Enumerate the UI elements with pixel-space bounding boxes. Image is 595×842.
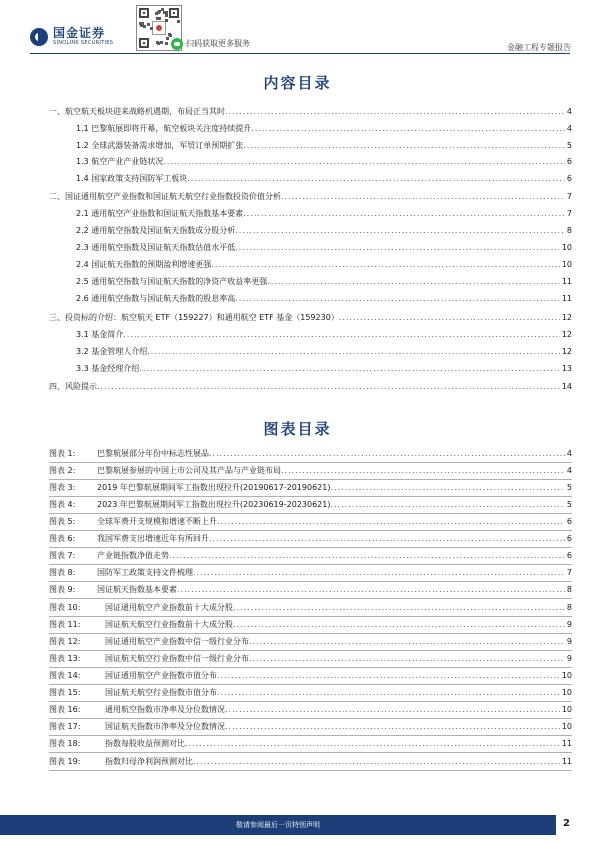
toc-entry-label: 3.2 基金管理人介绍: [76, 345, 147, 359]
figure-entry-number: 图表 16:: [49, 703, 105, 717]
toc-entry-page: 7: [565, 207, 572, 221]
toc-entry-label: 2.3 通用航空指数及国证航天指数估值水平低: [76, 241, 235, 255]
figure-entry-number: 图表 4:: [49, 498, 97, 512]
toc-entry-label: 2.2 通用航空指数及国证航天指数成分股分析: [76, 224, 235, 238]
figure-entry-page: 10: [560, 720, 572, 734]
toc-leader-dots: [163, 155, 565, 169]
toc-entry-page: 11: [560, 292, 572, 306]
logo-name-cn: 国金证券: [53, 26, 106, 40]
figure-row-divider: [49, 598, 572, 599]
toc-title: 内容目录: [263, 74, 332, 92]
figure-entry-label: 巴黎航展部分年份中标志性展品: [97, 447, 209, 461]
figure-entry[interactable]: [49, 464, 572, 478]
toc-entry-page: 14: [560, 380, 572, 394]
figure-entry-page: 9: [565, 635, 572, 649]
figure-entry-number: 图表 8:: [49, 566, 97, 580]
figure-entry-page: 6: [565, 515, 572, 529]
toc-leader-dots: [235, 241, 560, 255]
figure-entry-page: 9: [565, 652, 572, 666]
toc-entry-page: 12: [560, 311, 572, 325]
figure-entry-label: 国证航天指数市净率及分位数情况: [105, 720, 225, 734]
figure-entry-page: 5: [565, 481, 572, 495]
toc-entry[interactable]: [76, 241, 572, 255]
figure-entry-label: 我国军费支出增速近年有所回升: [97, 532, 209, 546]
figure-entry-label: 国证通用航空产业指数前十大成分股: [105, 601, 233, 615]
figure-entry-label: 国证通用航空产业指数中信一级行业分布: [105, 635, 249, 649]
figure-entry-number: 图表 14:: [49, 669, 105, 683]
figure-entry-label: 国证航天航空行业指数中信一级行业分布: [105, 652, 249, 666]
toc-entry[interactable]: [76, 328, 572, 342]
toc-entry[interactable]: [76, 139, 572, 153]
figure-entry-page: 7: [565, 566, 572, 580]
figure-entry[interactable]: [49, 481, 572, 495]
figure-entry-number: 图表 2:: [49, 464, 97, 478]
figure-row-divider: [49, 718, 572, 719]
toc-entry-page: 12: [560, 328, 572, 342]
toc-entry-label: 2.5 通用航空指数与国证航天指数的净资产收益率更强: [76, 275, 267, 289]
toc-entry[interactable]: [49, 311, 572, 325]
figure-leader-dots: [217, 669, 560, 683]
figure-leader-dots: [209, 447, 565, 461]
figure-entry-number: 图表 17:: [49, 720, 105, 734]
figure-leader-dots: [169, 549, 565, 563]
figure-entry-number: 图表 5:: [49, 515, 97, 529]
toc-entry-label: 3.1 基金简介: [76, 328, 123, 342]
figure-entry-label: 指数每股收益预测对比: [105, 737, 185, 751]
toc-entry-page: 12: [560, 345, 572, 359]
figure-entry-page: 10: [560, 686, 572, 700]
figure-row-divider: [49, 616, 572, 617]
figure-row-divider: [49, 752, 572, 753]
figure-entry[interactable]: [49, 618, 572, 632]
toc-leader-dots: [243, 139, 565, 153]
toc-entry-label: 1.2 全球武器装备需求增加，军贸订单预期扩张: [76, 139, 243, 153]
figure-entry-number: 图表 11:: [49, 618, 105, 632]
figure-leader-dots: [330, 498, 564, 512]
figure-entry[interactable]: [49, 720, 572, 734]
figure-entry[interactable]: [49, 532, 572, 546]
toc-entry-label: 2.4 国证航天指数的预期盈利增速更强: [76, 258, 211, 272]
toc-entry-page: 10: [560, 258, 572, 272]
figure-entry-page: 6: [565, 532, 572, 546]
toc-entry[interactable]: [49, 190, 572, 204]
figure-entry-label: 全球军费开支规模和增速不断上升: [97, 515, 217, 529]
report-type-label: 金融工程专题报告: [507, 43, 571, 52]
figure-entry[interactable]: [49, 549, 572, 563]
figure-entry[interactable]: [49, 737, 572, 751]
toc-entry-page: 10: [560, 241, 572, 255]
toc-entry-page: 7: [565, 190, 572, 204]
figure-entry[interactable]: [49, 703, 572, 717]
figure-entry[interactable]: [49, 566, 572, 580]
figure-row-divider: [49, 496, 572, 497]
figure-entry-label: 指数归母净利润预测对比: [105, 755, 193, 769]
toc-leader-dots: [339, 311, 560, 325]
figure-entry-number: 图表 13:: [49, 652, 105, 666]
toc-entry-label: 三、投资标的介绍：航空航天 ETF（159227）和通用航空 ETF 基金（159230）: [49, 311, 339, 325]
figure-entry-page: 4: [565, 464, 572, 478]
figure-entry-number: 图表 3:: [49, 481, 97, 495]
toc-entry-label: 1.1 巴黎航展即将开幕，航空板块关注度持续提升: [76, 122, 251, 136]
toc-leader-dots: [123, 328, 560, 342]
figure-entry-page: 6: [565, 549, 572, 563]
figure-entry[interactable]: [49, 601, 572, 615]
figure-entry-page: 8: [565, 601, 572, 615]
figure-leader-dots: [185, 737, 560, 751]
figure-leader-dots: [249, 652, 565, 666]
figure-entry-label: 2023 年巴黎航展期间军工指数出现拉升(20230619-20230621): [97, 498, 330, 512]
toc-leader-dots: [281, 190, 565, 204]
figure-entry-page: 4: [565, 447, 572, 461]
wechat-icon: [171, 38, 183, 50]
figure-row-divider: [49, 701, 572, 702]
figure-entry-label: 国防军工政策支持文件梳理: [97, 566, 193, 580]
figure-entry[interactable]: [49, 669, 572, 683]
toc-leader-dots: [187, 172, 565, 186]
toc-leader-dots: [225, 105, 565, 119]
figure-entry-page: 10: [560, 669, 572, 683]
toc-entry-page: 6: [565, 172, 572, 186]
figure-row-divider: [49, 633, 572, 634]
page-number: 2: [563, 818, 570, 829]
figure-entry-label: 通用航空指数市净率及分位数情况: [105, 703, 225, 717]
figure-entry-page: 9: [565, 618, 572, 632]
logo-name-en: SINOLINK SECURITIES: [53, 40, 114, 46]
toc-leader-dots: [235, 224, 565, 238]
figure-entry-label: 国证航天指数基本要素: [97, 583, 177, 597]
figure-row-divider: [49, 667, 572, 668]
figure-row-divider: [49, 581, 572, 582]
toc-entry[interactable]: [49, 105, 572, 119]
figure-entry-label: 2019 年巴黎航展期间军工指数出现拉升(20190617-20190621): [97, 481, 330, 495]
figure-leader-dots: [193, 755, 560, 769]
figure-row-divider: [49, 479, 572, 480]
figure-row-divider: [49, 462, 572, 463]
figure-row-divider: [49, 547, 572, 548]
figure-leader-dots: [225, 720, 560, 734]
toc-entry-label: 2.6 通用航空指数与国证航天指数的股息率高: [76, 292, 235, 306]
toc-entry-label: 1.4 国家政策支持国防军工板块: [76, 172, 187, 186]
figure-entry[interactable]: [49, 635, 572, 649]
toc-entry-label: 四、风险提示: [49, 380, 97, 394]
figure-entry-number: 图表 6:: [49, 532, 97, 546]
figure-entry-page: 8: [565, 583, 572, 597]
figure-entry-label: 巴黎航展参展的中国上市公司及其产品与产业链布局: [97, 464, 281, 478]
toc-entry[interactable]: [76, 345, 572, 359]
toc-entry-page: 5: [565, 139, 572, 153]
logo-text: [53, 27, 113, 47]
figure-entry-number: 图表 18:: [49, 737, 105, 751]
figure-entry-label: 国证航天航空行业指数前十大成分股: [105, 618, 233, 632]
toc-leader-dots: [97, 380, 560, 394]
figure-entry-page: 10: [560, 703, 572, 717]
figure-entry[interactable]: [49, 447, 572, 461]
toc-entry-page: 4: [565, 105, 572, 119]
figure-entry-label: 产业链指数净值走势: [97, 549, 169, 563]
figure-entry-label: 国证通用航空产业指数市值分布: [105, 669, 217, 683]
toc-entry-page: 11: [560, 275, 572, 289]
figure-row-divider: [49, 564, 572, 565]
figure-leader-dots: [233, 601, 565, 615]
figure-row-divider: [49, 513, 572, 514]
figure-entry[interactable]: [49, 652, 572, 666]
toc-leader-dots: [267, 275, 560, 289]
figure-entry-number: 图表 1:: [49, 447, 97, 461]
page-header: [0, 0, 595, 60]
figure-leader-dots: [233, 618, 565, 632]
toc-leader-dots: [211, 258, 560, 272]
figure-entry[interactable]: [49, 755, 572, 769]
toc-entry-label: 2.1 通用航空产业指数和国证航天指数基本要素: [76, 207, 243, 221]
toc-entry[interactable]: [76, 207, 572, 221]
toc-entry-page: 8: [565, 224, 572, 238]
figure-leader-dots: [209, 532, 565, 546]
figure-entry[interactable]: [49, 515, 572, 529]
figure-entry[interactable]: [49, 583, 572, 597]
figure-entry-number: 图表 15:: [49, 686, 105, 700]
footer-disclaimer[interactable]: 敬请参阅最后一页特别声明: [236, 821, 320, 829]
figure-row-divider: [49, 650, 572, 651]
toc-entry-label: 一、航空航天板块迎来战略机遇期，布局正当其时: [49, 105, 225, 119]
figure-row-divider: [49, 770, 572, 771]
figure-entry-number: 图表 7:: [49, 549, 97, 563]
figure-leader-dots: [193, 566, 565, 580]
toc-entry[interactable]: [76, 122, 572, 136]
toc-entry-label: 3.3 基金经理介绍: [76, 362, 139, 376]
toc-entry[interactable]: [49, 380, 572, 394]
figure-leader-dots: [249, 635, 565, 649]
toc-entry[interactable]: [76, 172, 572, 186]
figure-entry-number: 图表 12:: [49, 635, 105, 649]
figure-leader-dots: [330, 481, 564, 495]
figure-row-divider: [49, 684, 572, 685]
company-logo: [30, 27, 113, 47]
figure-leader-dots: [217, 686, 560, 700]
figure-entry-page: 5: [565, 498, 572, 512]
header-divider: [30, 53, 570, 54]
figure-leader-dots: [281, 464, 565, 478]
toc-entry[interactable]: [76, 362, 572, 376]
figure-leader-dots: [217, 515, 565, 529]
toc-entry[interactable]: [76, 224, 572, 238]
figure-entry[interactable]: [49, 498, 572, 512]
figure-entry[interactable]: [49, 686, 572, 700]
toc-entry[interactable]: [76, 275, 572, 289]
toc-entry-label: 1.3 航空产业产业链状况: [76, 155, 163, 169]
toc-entry[interactable]: [76, 258, 572, 272]
scan-for-service-text: 扫码获取更多服务: [186, 39, 250, 48]
toc-entry[interactable]: [76, 292, 572, 306]
logo-mark-icon: [30, 28, 48, 46]
toc-leader-dots: [243, 207, 565, 221]
toc-entry-page: 13: [560, 362, 572, 376]
toc-entry-page: 4: [565, 122, 572, 136]
toc-leader-dots: [139, 362, 560, 376]
toc-entry[interactable]: [76, 155, 572, 169]
figure-leader-dots: [225, 703, 560, 717]
figure-entry-number: 图表 10:: [49, 601, 105, 615]
figure-entry-number: 图表 19:: [49, 755, 105, 769]
figure-row-divider: [49, 530, 572, 531]
toc-entry-label: 二、国证通用航空产业指数和国证航天航空行业指数投资价值分析: [49, 190, 281, 204]
toc-leader-dots: [235, 292, 560, 306]
toc-leader-dots: [147, 345, 560, 359]
toc-leader-dots: [251, 122, 565, 136]
figure-entry-number: 图表 9:: [49, 583, 97, 597]
figures-title: 图表目录: [263, 420, 332, 438]
figure-row-divider: [49, 735, 572, 736]
figure-entry-label: 国证航天航空行业指数市值分布: [105, 686, 217, 700]
figure-entry-page: 11: [560, 737, 572, 751]
figure-leader-dots: [177, 583, 565, 597]
toc-entry-page: 6: [565, 155, 572, 169]
figure-entry-page: 11: [560, 755, 572, 769]
